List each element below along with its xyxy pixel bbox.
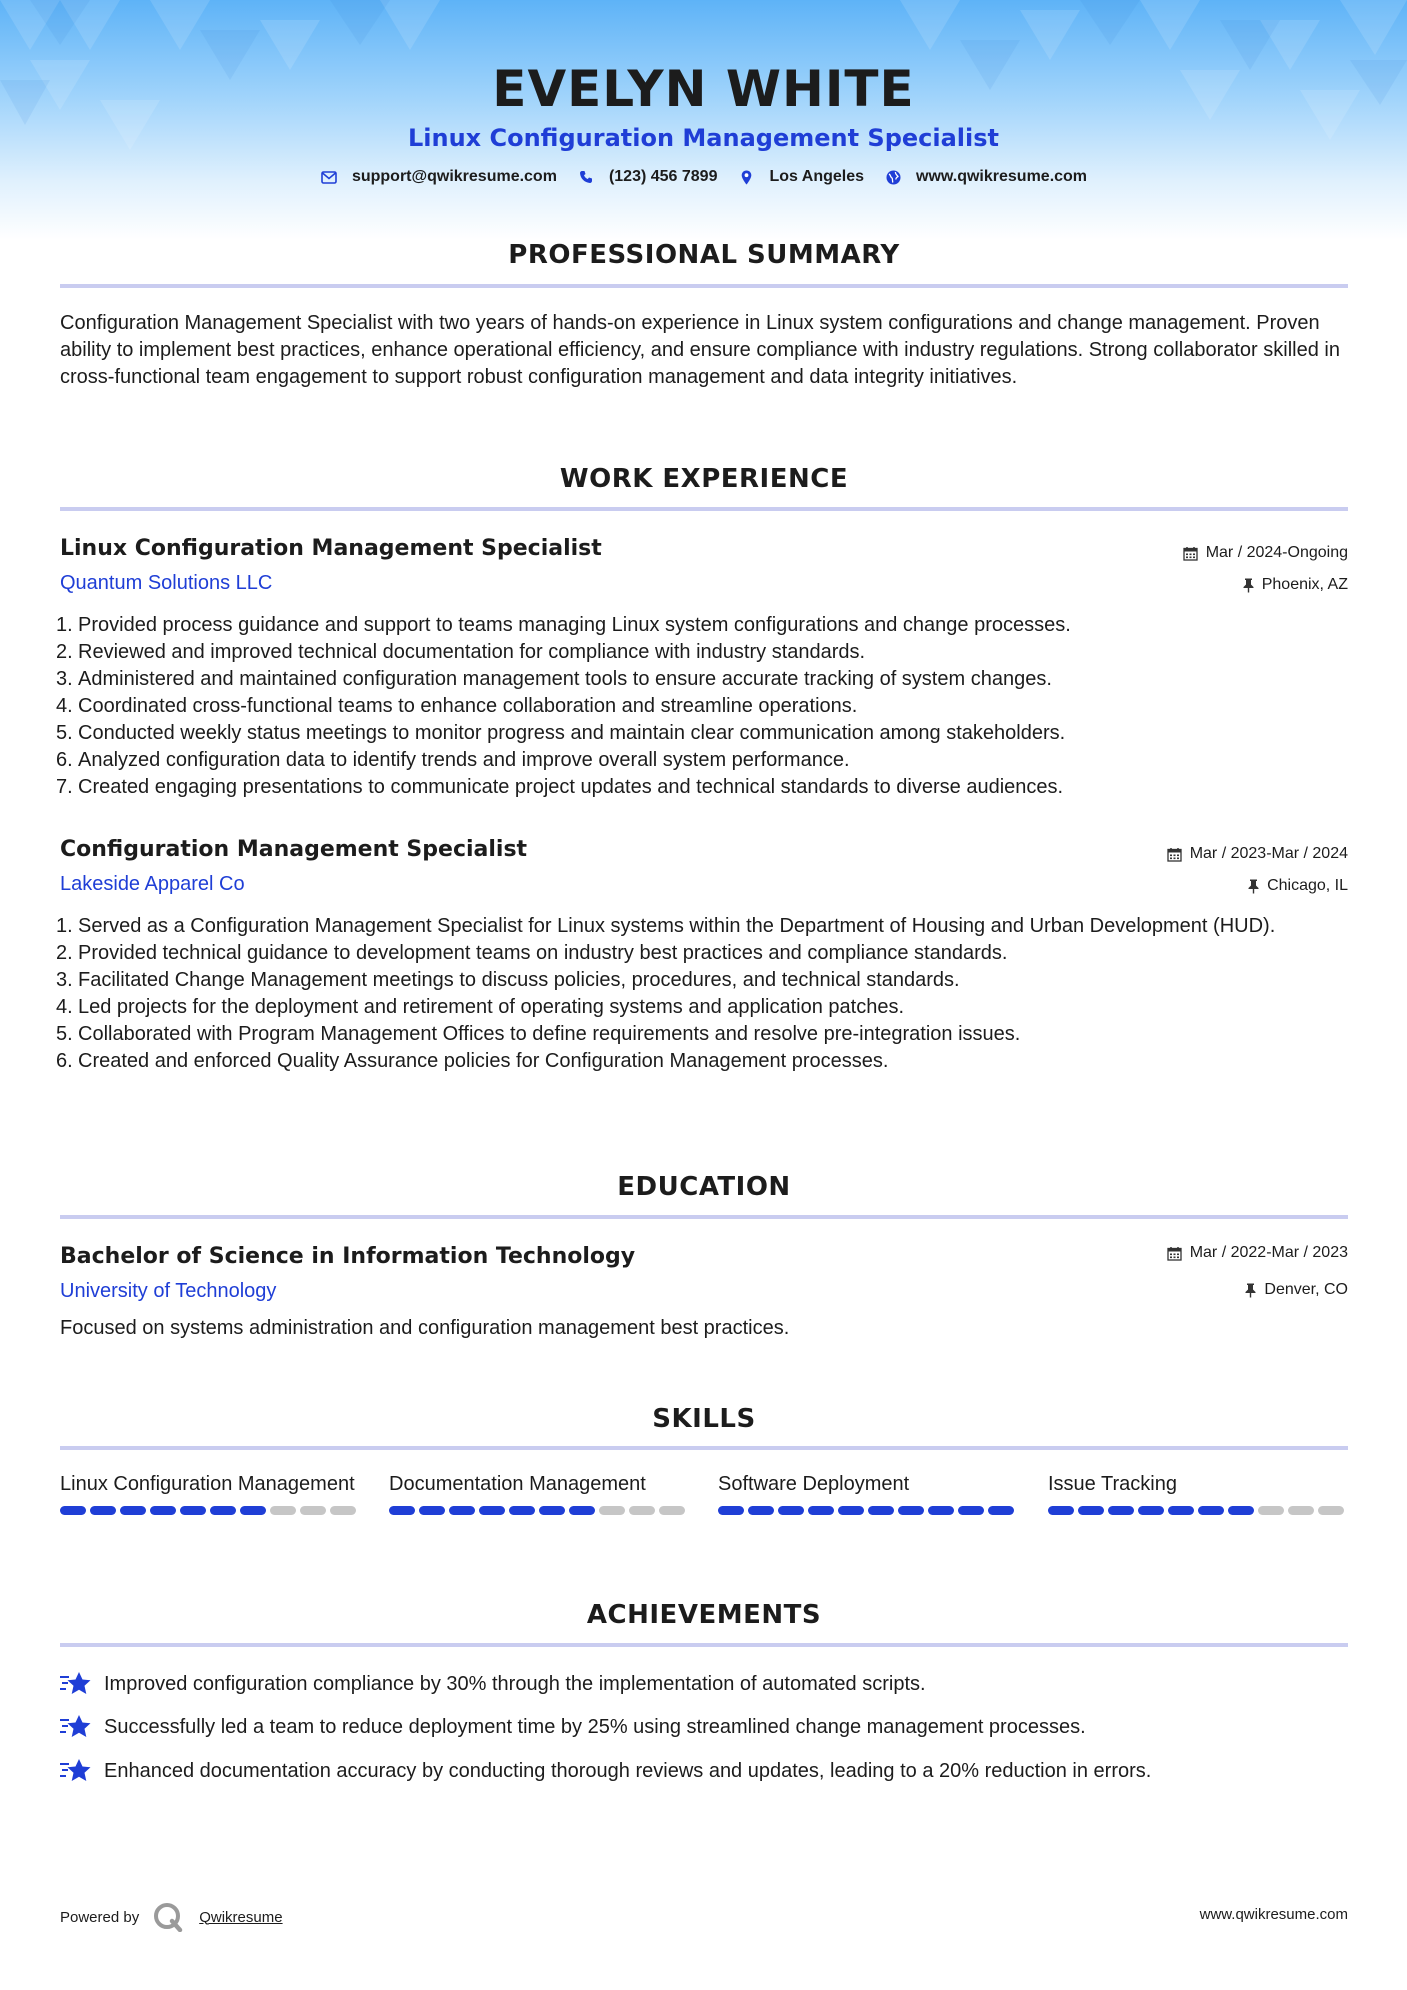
job-location [1248, 877, 1348, 895]
skill-segment-filled [60, 1506, 86, 1515]
skill-segment-filled [958, 1506, 984, 1515]
job-dates-text: Mar / 2024-Ongoing [1205, 544, 1348, 561]
skill-item [389, 1471, 689, 1515]
list-item: 1. Provided process guidance and support to teams managing Linux system configurations and change processes. [56, 614, 1071, 636]
job-title: Linux Configuration Management Specialist [60, 536, 602, 561]
skill-segment-filled [150, 1506, 176, 1515]
list-item: 6. Created and enforced Quality Assurance policies for Configuration Management processes. [56, 1050, 889, 1072]
skill-segment-filled [449, 1506, 475, 1515]
calendar-icon [1167, 1246, 1182, 1261]
pushpin-icon [1243, 578, 1254, 593]
skills-divider [60, 1446, 1348, 1450]
skill-segment-filled [1228, 1506, 1254, 1515]
contact-phone-text: (123) 456 7899 [608, 168, 718, 185]
powered-by-label: Powered by [60, 1908, 140, 1926]
skill-item [60, 1471, 360, 1515]
experience-heading: WORK EXPERIENCE [559, 464, 849, 494]
skill-segment-filled [808, 1506, 834, 1515]
skills-heading: SKILLS [652, 1404, 756, 1434]
summary-heading: PROFESSIONAL SUMMARY [508, 240, 900, 270]
education-location-text: Denver, CO [1264, 1281, 1348, 1298]
list-item: 5. Collaborated with Program Management Offices to define requirements and resolve pre-integration issues. [56, 1023, 1021, 1045]
footer-powered-by [60, 1902, 283, 1932]
job-dates [1167, 845, 1348, 863]
education-dates [1167, 1244, 1348, 1262]
school-name: University of Technology [60, 1280, 277, 1302]
skill-level-bar [60, 1506, 360, 1515]
envelope-icon [320, 168, 338, 186]
skill-segment-filled [868, 1506, 894, 1515]
job-location-text: Phoenix, AZ [1261, 576, 1348, 593]
phone-icon [577, 168, 595, 186]
skill-item [1048, 1471, 1348, 1515]
skill-segment-filled [1168, 1506, 1194, 1515]
list-item: 4. Led projects for the deployment and retirement of operating systems and application patches. [56, 996, 905, 1018]
contact-phone[interactable] [577, 168, 718, 186]
skill-segment-filled [509, 1506, 535, 1515]
star-icon [60, 1713, 92, 1741]
job-bullets [56, 913, 1350, 1075]
achievement-text: Enhanced documentation accuracy by conducting thorough reviews and updates, leading to a 20% reduction in errors. [104, 1759, 1152, 1782]
skill-segment-filled [928, 1506, 954, 1515]
degree-title: Bachelor of Science in Information Technology [60, 1244, 636, 1269]
education-divider [60, 1215, 1348, 1219]
summary-divider [60, 284, 1348, 288]
resume-header [0, 58, 1407, 186]
job-company: Lakeside Apparel Co [60, 873, 245, 895]
skill-segment-empty [300, 1506, 326, 1515]
skill-segment-filled [569, 1506, 595, 1515]
skill-segment-empty [330, 1506, 356, 1515]
achievements-heading: ACHIEVEMENTS [586, 1600, 822, 1630]
job-location-text: Chicago, IL [1267, 877, 1348, 894]
summary-text: Configuration Management Specialist with two years of hands-on experience in Linux system configurations and change management. Proven ability to implement best practices, enhance operational efficiency, and ensure compliance with industry regulations. Strong collaborator skilled in cross-functional team engagement to support robust configuration management and data integrity initiatives. [60, 312, 1340, 388]
skill-segment-filled [838, 1506, 864, 1515]
qwikresume-logo-icon [153, 1902, 183, 1932]
star-icon [60, 1757, 92, 1785]
footer-url[interactable]: www.qwikresume.com [1199, 1906, 1348, 1923]
job-dates [1183, 544, 1348, 562]
skill-name: Linux Configuration Management [60, 1473, 355, 1495]
achievements-divider [60, 1643, 1348, 1647]
candidate-name: EVELYN WHITE [492, 60, 915, 118]
contact-email-text: support@qwikresume.com [351, 168, 557, 185]
skill-segment-filled [1108, 1506, 1134, 1515]
skill-name: Documentation Management [389, 1473, 646, 1495]
contact-bar [0, 168, 1407, 186]
candidate-title: Linux Configuration Management Specialist [407, 124, 1000, 152]
education-dates-text: Mar / 2022-Mar / 2023 [1189, 1244, 1348, 1261]
skill-segment-empty [599, 1506, 625, 1515]
skill-segment-filled [539, 1506, 565, 1515]
skill-segment-empty [1288, 1506, 1314, 1515]
skill-segment-filled [748, 1506, 774, 1515]
skill-name: Software Deployment [718, 1473, 910, 1495]
list-item: 4. Coordinated cross-functional teams to enhance collaboration and streamline operations. [56, 695, 858, 717]
skill-segment-filled [90, 1506, 116, 1515]
achievement-item [60, 1670, 926, 1698]
skill-segment-filled [718, 1506, 744, 1515]
globe-icon [884, 168, 902, 186]
skill-segment-filled [389, 1506, 415, 1515]
skill-segment-filled [1048, 1506, 1074, 1515]
skill-segment-filled [898, 1506, 924, 1515]
skill-level-bar [1048, 1506, 1348, 1515]
skill-segment-filled [1198, 1506, 1224, 1515]
list-item: 6. Analyzed configuration data to identify trends and improve overall system performance. [56, 749, 850, 771]
contact-location-text: Los Angeles [769, 168, 865, 185]
education-heading: EDUCATION [617, 1172, 791, 1202]
job-dates-text: Mar / 2023-Mar / 2024 [1189, 845, 1348, 862]
achievement-text: Improved configuration compliance by 30% through the implementation of automated scripts. [104, 1672, 926, 1695]
contact-website-text: www.qwikresume.com [916, 168, 1088, 185]
qwikresume-link[interactable]: Qwikresume [199, 1908, 283, 1926]
skill-segment-empty [659, 1506, 685, 1515]
contact-email[interactable] [320, 168, 557, 186]
list-item: 5. Conducted weekly status meetings to monitor progress and maintain clear communication among stakeholders. [56, 722, 1066, 744]
education-location [1245, 1281, 1348, 1299]
skill-segment-filled [419, 1506, 445, 1515]
contact-website[interactable] [884, 168, 1087, 186]
job-bullets [56, 612, 1350, 801]
job-company: Quantum Solutions LLC [60, 572, 273, 594]
skill-item [718, 1471, 1018, 1515]
pushpin-icon [1245, 1283, 1256, 1298]
pushpin-icon [1248, 879, 1259, 894]
calendar-icon [1183, 546, 1198, 561]
skill-segment-filled [210, 1506, 236, 1515]
map-marker-icon [737, 168, 755, 186]
list-item: 7. Created engaging presentations to communicate project updates and technical standards to diverse audiences. [56, 776, 1064, 798]
skill-segment-filled [778, 1506, 804, 1515]
job-title: Configuration Management Specialist [60, 837, 528, 862]
skill-segment-filled [240, 1506, 266, 1515]
list-item: 3. Facilitated Change Management meetings to discuss policies, procedures, and technical standards. [56, 969, 960, 991]
list-item: 1. Served as a Configuration Management Specialist for Linux systems within the Department of Housing and Urban Development (HUD). [56, 915, 1276, 937]
list-item: 3. Administered and maintained configuration management tools to ensure accurate tracking of system changes. [56, 668, 1052, 690]
skill-segment-empty [1318, 1506, 1344, 1515]
achievement-item [60, 1713, 1086, 1741]
skill-segment-empty [1258, 1506, 1284, 1515]
skill-level-bar [389, 1506, 689, 1515]
education-description: Focused on systems administration and configuration management best practices. [60, 1317, 790, 1339]
list-item: 2. Reviewed and improved technical documentation for compliance with industry standards. [56, 641, 866, 663]
contact-location [737, 168, 864, 186]
calendar-icon [1167, 847, 1182, 862]
skill-segment-filled [1078, 1506, 1104, 1515]
achievement-text: Successfully led a team to reduce deployment time by 25% using streamlined change management processes. [104, 1715, 1086, 1738]
skill-level-bar [718, 1506, 1018, 1515]
skill-segment-empty [270, 1506, 296, 1515]
skill-segment-filled [1138, 1506, 1164, 1515]
skill-segment-filled [120, 1506, 146, 1515]
star-icon [60, 1670, 92, 1698]
skill-segment-empty [629, 1506, 655, 1515]
skill-name: Issue Tracking [1048, 1473, 1177, 1495]
achievement-item [60, 1757, 1151, 1785]
list-item: 2. Provided technical guidance to development teams on industry best practices and compliance standards. [56, 942, 1008, 964]
experience-divider [60, 507, 1348, 511]
skill-segment-filled [988, 1506, 1014, 1515]
skill-segment-filled [180, 1506, 206, 1515]
job-location [1243, 576, 1348, 594]
skill-segment-filled [479, 1506, 505, 1515]
